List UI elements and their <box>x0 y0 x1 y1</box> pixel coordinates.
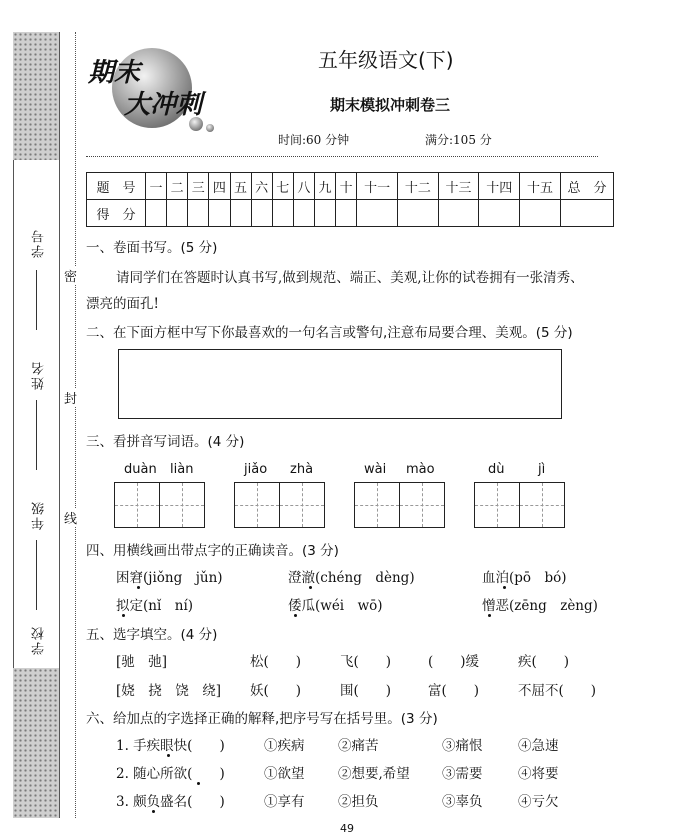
pinyin: jiǎo <box>244 462 268 477</box>
choice-chars: [娆 挠 饶 绕] <box>116 683 222 699</box>
table-cell: 七 <box>272 173 293 200</box>
score-cell[interactable] <box>357 200 398 227</box>
writing-cell[interactable] <box>280 483 324 527</box>
question-item[interactable]: 3. 颇负盛名( ) <box>116 794 225 810</box>
pinyin: wài <box>364 462 387 477</box>
writing-cell[interactable] <box>160 483 204 527</box>
pinyin: liàn <box>170 462 194 477</box>
exam-full-score: 满分:105 分 <box>425 133 492 147</box>
emphasis-dot <box>503 586 506 589</box>
option: ②想要,希望 <box>338 766 410 782</box>
page-number: 49 <box>340 822 354 835</box>
reading-item[interactable]: 憎恶(zēng zèng) <box>482 598 598 614</box>
student-id-label: 学号 <box>32 228 47 258</box>
pinyin: mào <box>406 462 435 477</box>
seal-char-xian: 线 <box>64 508 77 527</box>
pinyin: duàn <box>124 462 157 477</box>
writing-grid-3[interactable] <box>354 482 445 528</box>
grade-label: 年级 <box>32 500 47 530</box>
table-cell: 八 <box>293 173 314 200</box>
emphasis-dot <box>294 614 297 617</box>
score-table-score-row <box>87 200 614 227</box>
fill-blank[interactable]: 不屈不( ) <box>518 683 597 699</box>
score-cell[interactable] <box>336 200 357 227</box>
fill-blank[interactable]: 疾( ) <box>518 654 570 670</box>
quote-writing-box[interactable] <box>118 349 562 419</box>
option: ①享有 <box>264 794 305 810</box>
page-subtitle: 期末模拟冲刺卷三 <box>330 96 451 114</box>
name-line <box>36 400 37 470</box>
option: ②担负 <box>338 794 379 810</box>
table-cell: 十二 <box>397 173 438 200</box>
option: ③辜负 <box>442 794 483 810</box>
section-3-title: 三、看拼音写词语。(4 分) <box>86 434 245 450</box>
score-table <box>86 172 614 227</box>
section-1-text-line1: 请同学们在答题时认真书写,做到规范、端正、美观,让你的试卷拥有一张清秀、 <box>116 270 584 286</box>
emphasis-dot <box>488 614 491 617</box>
sidebar-pattern-bottom <box>13 668 59 818</box>
emphasis-dot <box>137 586 140 589</box>
choice-chars: [驰 弛] <box>116 654 168 670</box>
header-divider <box>86 156 598 157</box>
option: ④将要 <box>518 766 559 782</box>
score-table-header-row <box>87 173 614 200</box>
score-cell[interactable] <box>188 200 209 227</box>
reading-item[interactable]: 困窘(jiǒng jǔn) <box>116 570 223 586</box>
page-title: 五年级语文(下) <box>318 48 454 72</box>
reading-item[interactable]: 澄澈(chéng dèng) <box>288 570 415 586</box>
table-cell: 十三 <box>438 173 479 200</box>
seal-char-feng: 封 <box>64 388 77 407</box>
table-cell: 十四 <box>479 173 520 200</box>
exam-time: 时间:60 分钟 <box>278 133 350 147</box>
table-cell: 总 分 <box>561 173 614 200</box>
option: ④亏欠 <box>518 794 559 810</box>
question-item[interactable]: 1. 手疾眼快( ) <box>116 738 225 754</box>
table-cell: 十一 <box>357 173 398 200</box>
writing-cell[interactable] <box>475 483 520 527</box>
score-cell[interactable] <box>293 200 314 227</box>
writing-grid-1[interactable] <box>114 482 205 528</box>
option: ③痛恨 <box>442 738 483 754</box>
option: ①疾病 <box>264 738 305 754</box>
fill-blank[interactable]: 富( ) <box>428 683 480 699</box>
section-6-title: 六、给加点的字选择正确的解释,把序号写在括号里。(3 分) <box>86 711 438 727</box>
fill-blank[interactable]: 围( ) <box>340 683 392 699</box>
emphasis-dot <box>152 810 155 813</box>
option: ②痛苦 <box>338 738 379 754</box>
score-cell[interactable] <box>479 200 520 227</box>
school-label: 学校 <box>32 625 47 655</box>
table-cell: 十五 <box>520 173 561 200</box>
sidebar-border-left <box>13 160 14 668</box>
table-cell: 一 <box>146 173 167 200</box>
reading-item[interactable]: 拟定(nǐ ní) <box>116 598 194 614</box>
section-5-title: 五、选字填空。(4 分) <box>86 627 218 643</box>
table-cell: 十 <box>336 173 357 200</box>
option: ④急速 <box>518 738 559 754</box>
table-cell: 得 分 <box>87 200 146 227</box>
logo <box>84 36 224 136</box>
section-1-text-line2: 漂亮的面孔! <box>86 296 159 312</box>
reading-item[interactable]: 血泊(pō bó) <box>482 570 567 586</box>
score-cell[interactable] <box>520 200 561 227</box>
score-cell[interactable] <box>167 200 188 227</box>
writing-cell[interactable] <box>235 483 280 527</box>
sidebar-pattern-top <box>13 32 59 160</box>
score-cell[interactable] <box>561 200 614 227</box>
table-cell: 六 <box>251 173 272 200</box>
question-item[interactable]: 2. 随心所欲( ) <box>116 766 225 782</box>
score-cell[interactable] <box>315 200 336 227</box>
table-cell: 三 <box>188 173 209 200</box>
seal-char-mi: 密 <box>64 266 77 285</box>
student-id-line <box>36 270 37 330</box>
score-cell[interactable] <box>146 200 167 227</box>
reading-item[interactable]: 倭瓜(wéi wō) <box>288 598 383 614</box>
table-cell: 二 <box>167 173 188 200</box>
option: ③需要 <box>442 766 483 782</box>
logo-text-1: 期末 <box>88 58 141 88</box>
logo-text-2: 大冲刺 <box>124 90 203 120</box>
grade-line <box>36 540 37 610</box>
fill-blank[interactable]: ( )缓 <box>428 654 480 670</box>
section-1-title: 一、卷面书写。(5 分) <box>86 240 218 256</box>
table-cell: 五 <box>230 173 251 200</box>
score-cell[interactable] <box>438 200 479 227</box>
writing-cell[interactable] <box>400 483 444 527</box>
writing-cell[interactable] <box>520 483 564 527</box>
score-cell[interactable] <box>230 200 251 227</box>
emphasis-dot <box>167 754 170 757</box>
table-cell: 四 <box>209 173 230 200</box>
writing-grid-2[interactable] <box>234 482 325 528</box>
table-cell: 九 <box>315 173 336 200</box>
score-cell[interactable] <box>272 200 293 227</box>
writing-grid-4[interactable] <box>474 482 565 528</box>
name-label: 姓名 <box>32 360 47 390</box>
table-cell: 题 号 <box>87 173 146 200</box>
section-2-title: 二、在下面方框中写下你最喜欢的一句名言或警句,注意布局要合理、美观。(5 分) <box>86 325 573 341</box>
emphasis-dot <box>309 586 312 589</box>
sidebar-border-right <box>59 32 60 818</box>
binding-line <box>75 32 76 818</box>
score-cell[interactable] <box>251 200 272 227</box>
writing-cell[interactable] <box>355 483 400 527</box>
fill-blank[interactable]: 飞( ) <box>340 654 392 670</box>
emphasis-dot <box>122 614 125 617</box>
emphasis-dot <box>197 782 200 785</box>
score-cell[interactable] <box>397 200 438 227</box>
fill-blank[interactable]: 妖( ) <box>250 683 302 699</box>
writing-cell[interactable] <box>115 483 160 527</box>
pinyin: zhà <box>290 462 314 477</box>
pinyin: jì <box>538 462 546 477</box>
score-cell[interactable] <box>209 200 230 227</box>
fill-blank[interactable]: 松( ) <box>250 654 302 670</box>
section-4-title: 四、用横线画出带点字的正确读音。(3 分) <box>86 543 339 559</box>
option: ①欲望 <box>264 766 305 782</box>
pinyin: dù <box>488 462 505 477</box>
